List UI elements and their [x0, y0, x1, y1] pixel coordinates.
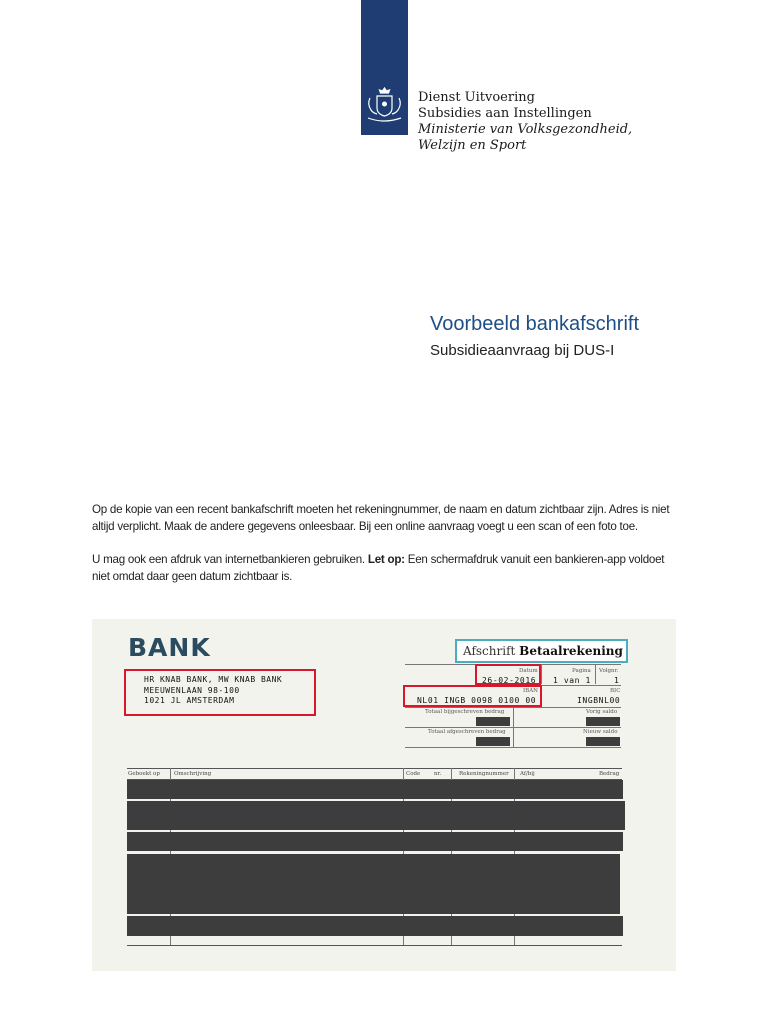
paragraph-2-text-end: Een schermafdruk vanuit een bankieren-app voldoet niet omdat daar geen datum zichtbaar is.: [92, 553, 665, 583]
account-type: Betaalrekening: [519, 644, 623, 658]
bank-statement-example: [92, 619, 676, 971]
bic-value: INGBNL00: [577, 696, 621, 705]
column-header: Af/bij: [520, 771, 535, 777]
document-title: Voorbeeld bankafschrift: [430, 313, 640, 335]
account-holder-address: [144, 675, 282, 707]
address-line-3: 1021 JL AMSTERDAM: [144, 696, 235, 705]
pagina-value: 1 van 1: [553, 676, 591, 685]
info-grid-divider: [595, 664, 596, 684]
address-line-2: MEEUWENLAAN 98-100: [144, 685, 240, 695]
column-header: Geboekt op: [128, 771, 160, 777]
royal-coat-of-arms-icon: [362, 84, 407, 126]
iban-label: IBAN: [523, 688, 538, 694]
organisation-name: [418, 90, 632, 154]
org-line-2: Subsidies aan Instellingen: [418, 106, 592, 121]
redacted-transaction-row: [127, 916, 623, 936]
instruction-paragraph-1: Op de kopie van een recent bankafschrift moeten het rekeningnummer, de naam en datum zichtbaar zijn. Adres is niet altijd verplicht. Maak de andere gegevens onleesbaar. Bij een online aanvraag voegt u een scan of een foto toe.: [92, 503, 670, 533]
date-highlight-box: [475, 664, 541, 685]
info-grid-line: [405, 727, 621, 728]
ministry-line-2: Welzijn en Sport: [418, 138, 527, 153]
pagina-label: Pagina: [572, 668, 591, 674]
previous-balance-label: Vorig saldo: [586, 709, 618, 715]
redacted-value: [586, 717, 620, 726]
credited-total-label: Totaal bijgeschreven bedrag: [425, 709, 505, 715]
redacted-transaction-row: [127, 832, 623, 851]
column-header: nr.: [434, 771, 442, 777]
redacted-transaction-row: [127, 780, 623, 799]
redacted-value: [476, 717, 510, 726]
column-header: Omschrijving: [174, 771, 212, 777]
document-subtitle: Subsidieaanvraag bij DUS-I: [430, 342, 615, 359]
debited-total-label: Totaal afgeschreven bedrag: [428, 729, 506, 735]
org-line-1: Dienst Uitvoering: [418, 90, 535, 105]
redacted-transaction-row: [127, 801, 625, 830]
redacted-transaction-row: [127, 854, 620, 914]
afschrift-label: Afschrift: [463, 644, 516, 658]
column-header: Bedrag: [599, 771, 620, 777]
table-bottom-line: [127, 945, 622, 946]
warning-label: Let op:: [367, 553, 405, 566]
column-header: Rekeningnummer: [459, 771, 509, 777]
iban-value: NL01 INGB 0098 0100 00: [417, 696, 537, 705]
bic-label: BIC: [610, 688, 621, 694]
bank-logo: BANK: [128, 633, 211, 662]
info-grid-divider: [541, 664, 542, 684]
new-balance-label: Nieuw saldo: [583, 729, 618, 735]
volgnr-label: Volgnr.: [599, 668, 619, 674]
statement-type-box: [455, 639, 628, 663]
column-header: Code: [406, 771, 421, 777]
datum-value: 26-02-2016: [482, 676, 537, 685]
ministry-line-1: Ministerie van Volksgezondheid,: [418, 122, 633, 137]
redacted-value: [476, 737, 510, 746]
paragraph-2-text: U mag ook een afdruk van internetbankieren gebruiken.: [92, 553, 368, 566]
iban-highlight-box: [403, 685, 542, 707]
table-top-line: [127, 768, 622, 769]
address-line-1: HR KNAB BANK, MW KNAB BANK: [144, 675, 283, 684]
redacted-value: [586, 737, 620, 746]
instruction-paragraph-2: [92, 551, 682, 585]
info-grid-line: [405, 747, 621, 748]
volgnr-value: 1: [614, 676, 620, 685]
datum-label: Datum: [519, 668, 538, 674]
